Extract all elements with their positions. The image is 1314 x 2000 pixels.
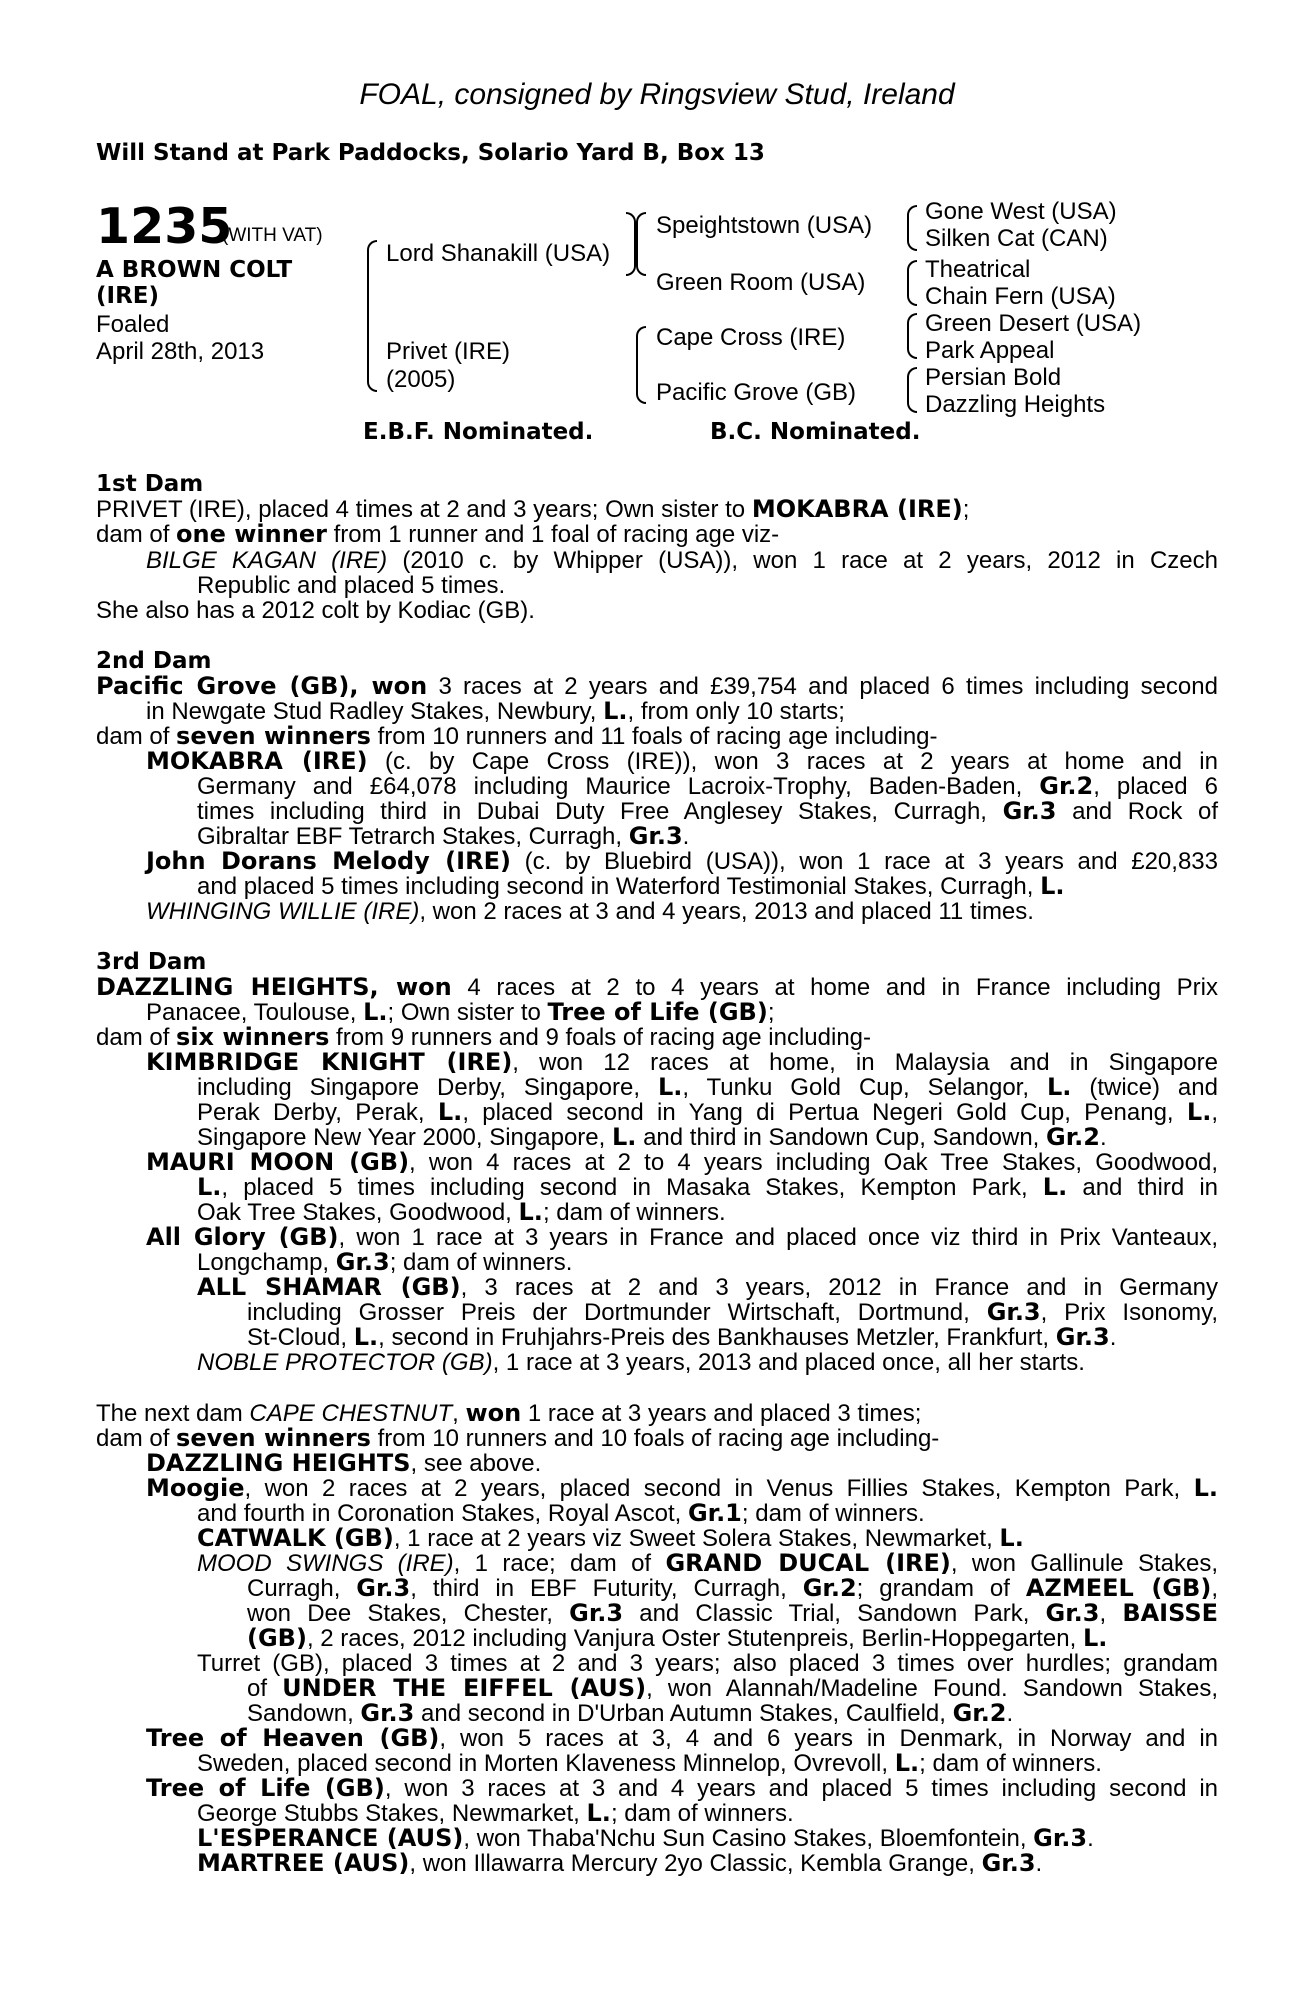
third-dam-line: All Glory (GB), won 1 race at 3 years in France and placed once viz third in Prix Vanteaux, [146, 1223, 1219, 1251]
stand-location: Will Stand at Park Paddocks, Solario Yard B, Box 13 [96, 140, 765, 166]
next-dam-line: Tree of Heaven (GB), won 5 races at 3, 4 and 6 years in Denmark, in Norway and in [146, 1724, 1218, 1752]
third-dam-line: including Grosser Preis der Dortmunder Wirtschaft, Dortmund, Gr.3, Prix Isonomy, [247, 1298, 1218, 1326]
second-dam-line: dam of seven winners from 10 runners and 11 foals of racing age including- [96, 722, 938, 750]
first-dam-line: Republic and placed 5 times. [197, 572, 506, 599]
ebf-nomination: E.B.F. Nominated. [363, 419, 594, 445]
pedigree-brace-sire [626, 212, 636, 276]
pedigree-dam: Privet (IRE) [386, 338, 511, 365]
second-dam-line: WHINGING WILLIE (IRE), won 2 races at 3 and 4 years, 2013 and placed 11 times. [146, 898, 1034, 925]
next-dam-line: DAZZLING HEIGHTS, see above. [146, 1449, 542, 1477]
next-dam-line: Curragh, Gr.3, third in EBF Futurity, Curragh, Gr.2; grandam of AZMEEL (GB), [247, 1574, 1218, 1602]
third-dam-line: dam of six winners from 9 runners and 9 foals of racing age including- [96, 1023, 872, 1051]
next-dam-line: Turret (GB), placed 3 times at 2 and 3 years; also placed 3 times over hurdles; grandam [197, 1650, 1218, 1677]
second-dam-line: Gibraltar EBF Tetrarch Stakes, Curragh, Gr.3. [197, 822, 690, 850]
next-dam-line: won Dee Stakes, Chester, Gr.3 and Classic Trial, Sandown Park, Gr.3, BAISSE [247, 1599, 1218, 1627]
next-dam-line: CATWALK (GB), 1 race at 2 years viz Sweet Solera Stakes, Newmarket, L. [197, 1524, 1024, 1552]
pedigree-brace-sire-left [636, 212, 646, 276]
third-dam-line: Longchamp, Gr.3; dam of winners. [197, 1248, 573, 1276]
pedigree-g1: Gone West (USA) [925, 198, 1117, 225]
first-dam-line: dam of one winner from 1 runner and 1 foal of racing age viz- [96, 520, 780, 548]
first-dam-heading: 1st Dam [96, 471, 204, 497]
pedigree-dam-year: (2005) [386, 366, 456, 393]
pedigree-brace-main [367, 240, 377, 392]
third-dam-line: MAURI MOON (GB), won 4 races at 2 to 4 years including Oak Tree Stakes, Goodwood, [146, 1148, 1218, 1176]
third-dam-line: ALL SHAMAR (GB), 3 races at 2 and 3 years, 2012 in France and in Germany [197, 1273, 1218, 1301]
pedigree-brace-g1 [907, 205, 917, 251]
vat-note: (WITH VAT) [222, 225, 323, 246]
pedigree-g8: Dazzling Heights [925, 391, 1106, 418]
second-dam-line: Germany and £64,078 including Maurice Lacroix-Trophy, Baden-Baden, Gr.2, placed 6 [197, 772, 1218, 800]
next-dam-line: L'ESPERANCE (AUS), won Thaba'Nchu Sun Casino Stakes, Bloemfontein, Gr.3. [197, 1824, 1094, 1852]
third-dam-line: Perak Derby, Perak, L., placed second in Yang di Pertua Negeri Gold Cup, Penang, L., [197, 1098, 1218, 1126]
next-dam-line: Sandown, Gr.3 and second in D'Urban Autumn Stakes, Caulfield, Gr.2. [247, 1699, 1014, 1727]
next-dam-line: dam of seven winners from 10 runners and 10 foals of racing age including- [96, 1424, 940, 1452]
next-dam-line: MOOD SWINGS (IRE), 1 race; dam of GRAND DUCAL (IRE), won Gallinule Stakes, [197, 1549, 1219, 1577]
second-dam-line: John Dorans Melody (IRE) (c. by Bluebird (USA)), won 1 race at 3 years and £20,833 [146, 847, 1218, 875]
pedigree-brace-g3 [907, 313, 917, 359]
horse-origin: (IRE) [96, 283, 160, 309]
pedigree-g3: Theatrical [925, 256, 1031, 283]
pedigree-dam-dam: Pacific Grove (GB) [656, 379, 857, 406]
next-dam-line: of UNDER THE EIFFEL (AUS), won Alannah/Madeline Found. Sandown Stakes, [247, 1674, 1219, 1702]
bc-nomination: B.C. Nominated. [710, 419, 921, 445]
first-dam-line: PRIVET (IRE), placed 4 times at 2 and 3 years; Own sister to MOKABRA (IRE); [96, 495, 970, 523]
pedigree-g5: Green Desert (USA) [925, 310, 1142, 337]
first-dam-line: BILGE KAGAN (IRE) (2010 c. by Whipper (USA)), won 1 race at 2 years, 2012 in Czech [146, 547, 1218, 574]
second-dam-line: Pacific Grove (GB), won 3 races at 2 years and £39,754 and placed 6 times including second [96, 672, 1218, 700]
foaled-label: Foaled [96, 311, 170, 338]
third-dam-line: DAZZLING HEIGHTS, won 4 races at 2 to 4 years at home and in France including Prix [96, 973, 1218, 1001]
pedigree-dam-sire: Cape Cross (IRE) [656, 324, 846, 351]
third-dam-line: KIMBRIDGE KNIGHT (IRE), won 12 races at home, in Malaysia and in Singapore [146, 1048, 1218, 1076]
second-dam-heading: 2nd Dam [96, 648, 212, 674]
pedigree-g7: Persian Bold [925, 364, 1062, 391]
pedigree-brace-g2 [907, 260, 917, 306]
next-dam-line: Sweden, placed second in Morten Klaveness Minnelop, Ovrevoll, L.; dam of winners. [197, 1749, 1102, 1777]
next-dam-line: and fourth in Coronation Stakes, Royal Ascot, Gr.1; dam of winners. [197, 1499, 925, 1527]
next-dam-line: George Stubbs Stakes, Newmarket, L.; dam of winners. [197, 1799, 794, 1827]
pedigree-sire-sire: Speightstown (USA) [656, 212, 873, 239]
third-dam-line: NOBLE PROTECTOR (GB), 1 race at 3 years, 2013 and placed once, all her starts. [197, 1349, 1085, 1376]
pedigree-g4: Chain Fern (USA) [925, 283, 1116, 310]
pedigree-g6: Park Appeal [925, 337, 1055, 364]
next-dam-line: Tree of Life (GB), won 3 races at 3 and 4 years and placed 5 times including second in [146, 1774, 1219, 1802]
third-dam-line: Oak Tree Stakes, Goodwood, L.; dam of winners. [197, 1198, 726, 1226]
third-dam-heading: 3rd Dam [96, 949, 207, 975]
next-dam-line: (GB), 2 races, 2012 including Vanjura Oster Stutenpreis, Berlin-Hoppegarten, L. [247, 1624, 1108, 1652]
pedigree-g2: Silken Cat (CAN) [925, 225, 1108, 252]
pedigree-brace-g4 [907, 367, 917, 413]
third-dam-line: St-Cloud, L., second in Fruhjahrs-Preis des Bankhauses Metzler, Frankfurt, Gr.3. [247, 1323, 1117, 1351]
pedigree-sire: Lord Shanakill (USA) [386, 240, 611, 267]
third-dam-line: including Singapore Derby, Singapore, L., Tunku Gold Cup, Selangor, L. (twice) and [197, 1073, 1218, 1101]
foaled-date: April 28th, 2013 [96, 338, 265, 365]
lot-number: 1235 [96, 198, 233, 255]
pedigree-brace-dam [636, 326, 646, 404]
second-dam-line: and placed 5 times including second in Waterford Testimonial Stakes, Curragh, L. [197, 872, 1065, 900]
third-dam-line: Panacee, Toulouse, L.; Own sister to Tree of Life (GB); [146, 998, 775, 1026]
third-dam-line: Singapore New Year 2000, Singapore, L. and third in Sandown Cup, Sandown, Gr.2. [197, 1123, 1107, 1151]
second-dam-line: times including third in Dubai Duty Free Anglesey Stakes, Curragh, Gr.3 and Rock of [197, 797, 1219, 825]
second-dam-line: in Newgate Stud Radley Stakes, Newbury, L., from only 10 starts; [146, 697, 845, 725]
pedigree-sire-dam: Green Room (USA) [656, 269, 866, 296]
third-dam-line: L., placed 5 times including second in Masaka Stakes, Kempton Park, L. and third in [197, 1173, 1218, 1201]
next-dam-line: Moogie, won 2 races at 2 years, placed second in Venus Fillies Stakes, Kempton Park, L. [146, 1474, 1218, 1502]
second-dam-line: MOKABRA (IRE) (c. by Cape Cross (IRE)), won 3 races at 2 years at home and in [146, 747, 1218, 775]
consignment-title: FOAL, consigned by Ringsview Stud, Ireland [359, 78, 955, 111]
next-dam-line: MARTREE (AUS), won Illawarra Mercury 2yo Classic, Kembla Grange, Gr.3. [197, 1849, 1043, 1877]
next-dam-line: The next dam CAPE CHESTNUT, won 1 race at 3 years and placed 3 times; [96, 1399, 922, 1427]
first-dam-line: She also has a 2012 colt by Kodiac (GB). [96, 597, 535, 624]
horse-description: A BROWN COLT [96, 257, 293, 283]
